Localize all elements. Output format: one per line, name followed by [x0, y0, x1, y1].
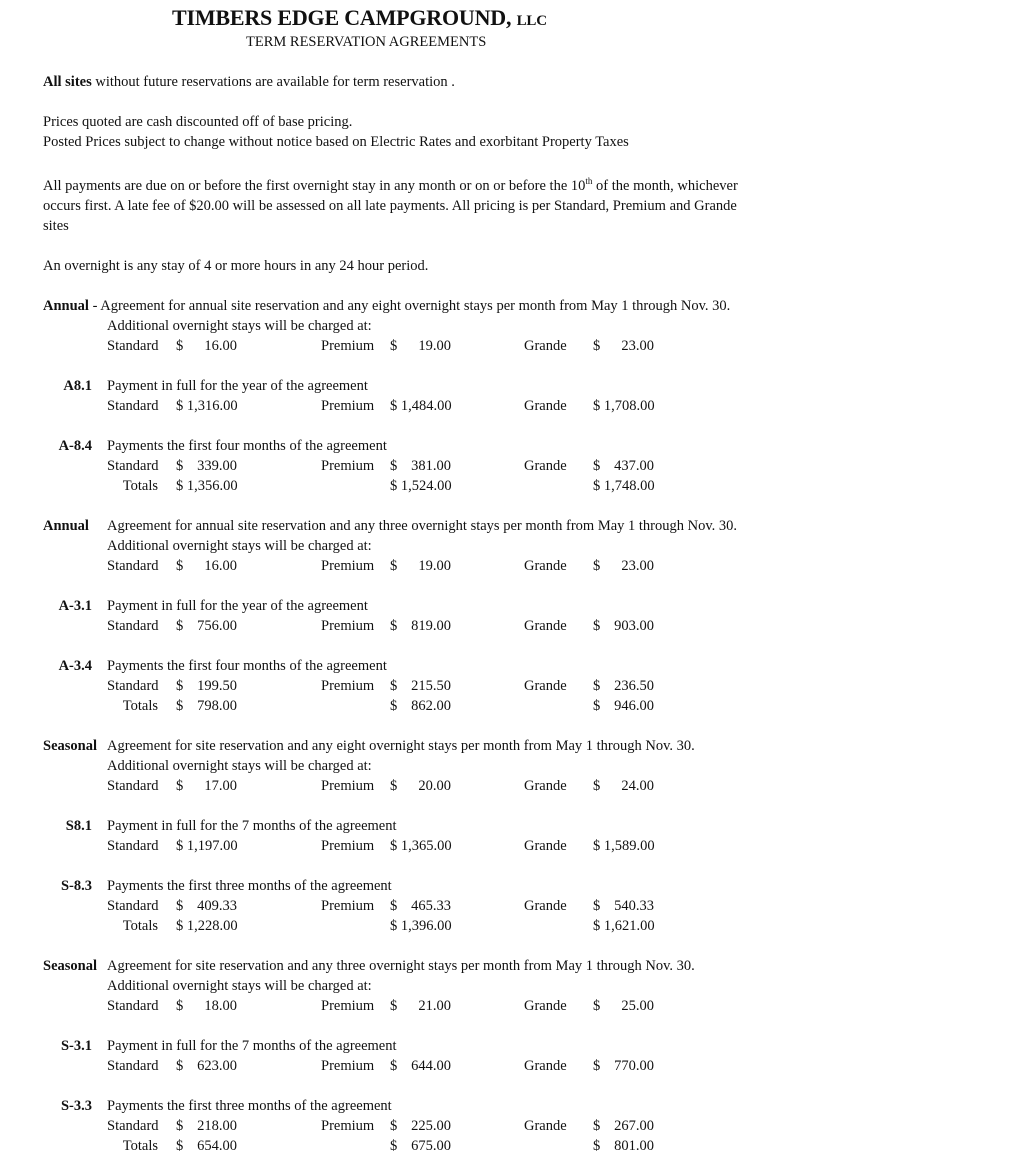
section-2-full-gr-price: 903.00: [614, 618, 654, 634]
section-3-installment-total-totals-label: Totals: [122, 918, 158, 934]
section-1-extra-stay-prem-price: 19.00: [418, 338, 451, 354]
section-3-description: Agreement for site reservation and any eight overnight stays per month from May 1 through Nov. 30.: [107, 738, 695, 754]
section-2-additional-stays-note: Additional overnight stays will be charged at:: [107, 538, 372, 554]
section-3-extra-stay-gr-dollar-sign: $: [593, 778, 601, 794]
payment-terms-line-2: occurs first. A late fee of $20.00 will be assessed on all late payments. All pricing is per Standard, Premium and Grande: [43, 198, 737, 214]
section-3-installment-prem-label: Premium: [321, 898, 375, 914]
section-4-extra-stay-prem-dollar-sign: $: [390, 998, 398, 1014]
section-3-extra-stay-gr-label: Grande: [524, 778, 567, 794]
section-4-full-prem-label: Premium: [321, 1058, 375, 1074]
overnight-definition: An overnight is any stay of 4 or more hours in any 24 hour period.: [43, 258, 429, 274]
section-3-full-gr-price: $ 1,589.00: [593, 838, 655, 854]
section-1-full-prem-price: $ 1,484.00: [390, 398, 452, 414]
section-4-extra-stay-std-dollar-sign: $: [176, 998, 184, 1014]
section-2-full-description: Payment in full for the year of the agreement: [107, 598, 368, 614]
company-suffix: LLC: [516, 13, 547, 29]
section-4-heading: Seasonal: [43, 958, 97, 974]
section-4-extra-stay-gr-price: 25.00: [621, 998, 654, 1014]
section-2-installment-total-std-dollar-sign: $: [176, 698, 184, 714]
section-2-extra-stay-gr-label: Grande: [524, 558, 567, 574]
section-1-extra-stay-prem-label: Premium: [321, 338, 375, 354]
section-2-installment-prem-dollar-sign: $: [390, 678, 398, 694]
company-name: TIMBERS EDGE CAMPGROUND,: [172, 5, 512, 30]
section-1-description: - Agreement for annual site reservation and any eight overnight stays per month from May 1 through Nov. 30.: [88, 298, 731, 314]
section-3-installment-std-label: Standard: [107, 898, 159, 914]
section-3-installment-prem-dollar-sign: $: [390, 898, 398, 914]
section-4-installment-total-prem-dollar-sign: $: [390, 1138, 398, 1154]
section-4-installment-total-std-dollar-sign: $: [176, 1138, 184, 1154]
section-4-full-std-dollar-sign: $: [176, 1058, 184, 1074]
section-1-full-std-price: $ 1,316.00: [176, 398, 238, 414]
section-1-extra-stay-gr-dollar-sign: $: [593, 338, 601, 354]
section-3-installment-gr-dollar-sign: $: [593, 898, 601, 914]
section-4-full-std-label: Standard: [107, 1058, 159, 1074]
section-1-additional-stays-note: Additional overnight stays will be charged at:: [107, 318, 372, 334]
section-2-full-gr-label: Grande: [524, 618, 567, 634]
section-3-heading: Seasonal: [43, 738, 97, 754]
section-2-installment-gr-dollar-sign: $: [593, 678, 601, 694]
section-3-installment-prem-price: 465.33: [411, 898, 451, 914]
section-2-description: Agreement for annual site reservation and any three overnight stays per month from May 1 through Nov. 30.: [107, 518, 738, 534]
section-2-installment-total-prem-dollar-sign: $: [390, 698, 398, 714]
section-4-extra-stay-std-price: 18.00: [204, 998, 237, 1014]
section-3-installment-description: Payments the first three months of the agreement: [107, 878, 392, 894]
section-3-additional-stays-note: Additional overnight stays will be charged at:: [107, 758, 372, 774]
section-1-installment-total-gr-price: $ 1,748.00: [593, 478, 655, 494]
section-3-installment-total-prem-price: $ 1,396.00: [390, 918, 452, 934]
section-3-extra-stay-std-price: 17.00: [204, 778, 237, 794]
section-4-installment-total-std-price: 654.00: [197, 1138, 237, 1154]
section-2-installment-description: Payments the first four months of the agreement: [107, 658, 387, 674]
section-4-installment-total-totals-label: Totals: [122, 1138, 158, 1154]
section-1-full-gr-label: Grande: [524, 398, 567, 414]
section-2-full-gr-dollar-sign: $: [593, 618, 601, 634]
section-3-heading-line: [43, 736, 97, 756]
section-1-extra-stay-std-price: 16.00: [204, 338, 237, 354]
section-1-installment-std-dollar-sign: $: [176, 458, 184, 474]
payment-terms-text-a: All payments are due on or before the first overnight stay in any month or on or before the 10: [43, 178, 586, 194]
section-2-installment-prem-price: 215.50: [411, 678, 451, 694]
section-2-extra-stay-prem-dollar-sign: $: [390, 558, 398, 574]
section-4-installment-total-gr-dollar-sign: $: [593, 1138, 601, 1154]
section-2-extra-stay-prem-price: 19.00: [418, 558, 451, 574]
payment-terms-sup: th: [585, 176, 593, 187]
section-1-installment-gr-dollar-sign: $: [593, 458, 601, 474]
section-2-installment-total-prem-price: 862.00: [411, 698, 451, 714]
section-2-installment-std-price: 199.50: [197, 678, 237, 694]
section-1-extra-stay-gr-label: Grande: [524, 338, 567, 354]
section-1-extra-stay-std-label: Standard: [107, 338, 159, 354]
section-1-installment-total-totals-label: Totals: [122, 478, 158, 494]
section-4-installment-std-label: Standard: [107, 1118, 159, 1134]
section-3-extra-stay-prem-price: 20.00: [418, 778, 451, 794]
section-4-installment-code: S-3.3: [60, 1098, 92, 1114]
section-1-installment-prem-dollar-sign: $: [390, 458, 398, 474]
section-2-installment-std-dollar-sign: $: [176, 678, 184, 694]
availability-note: [43, 72, 455, 92]
section-2-extra-stay-gr-dollar-sign: $: [593, 558, 601, 574]
section-2-heading-line: [43, 516, 89, 536]
section-1-installment-total-prem-price: $ 1,524.00: [390, 478, 452, 494]
section-4-installment-prem-price: 225.00: [411, 1118, 451, 1134]
section-2-installment-total-gr-price: 946.00: [614, 698, 654, 714]
section-4-additional-stays-note: Additional overnight stays will be charged at:: [107, 978, 372, 994]
section-1-installment-prem-price: 381.00: [411, 458, 451, 474]
section-4-full-gr-dollar-sign: $: [593, 1058, 601, 1074]
section-3-extra-stay-gr-price: 24.00: [621, 778, 654, 794]
section-1-installment-prem-label: Premium: [321, 458, 375, 474]
section-2-installment-std-label: Standard: [107, 678, 159, 694]
section-1-extra-stay-prem-dollar-sign: $: [390, 338, 398, 354]
section-2-extra-stay-prem-label: Premium: [321, 558, 375, 574]
section-2-installment-prem-label: Premium: [321, 678, 375, 694]
section-3-extra-stay-std-label: Standard: [107, 778, 159, 794]
section-4-full-prem-price: 644.00: [411, 1058, 451, 1074]
section-2-installment-gr-price: 236.50: [614, 678, 654, 694]
section-3-full-description: Payment in full for the 7 months of the agreement: [107, 818, 397, 834]
section-3-installment-std-price: 409.33: [197, 898, 237, 914]
section-1-installment-code: A-8.4: [58, 438, 92, 454]
section-4-installment-prem-dollar-sign: $: [390, 1118, 398, 1134]
section-4-installment-std-dollar-sign: $: [176, 1118, 184, 1134]
section-2-extra-stay-gr-price: 23.00: [621, 558, 654, 574]
section-2-installment-total-gr-dollar-sign: $: [593, 698, 601, 714]
payment-terms-line-1: [43, 176, 738, 196]
section-3-installment-gr-label: Grande: [524, 898, 567, 914]
section-1-extra-stay-gr-price: 23.00: [621, 338, 654, 354]
pricing-note-1: Prices quoted are cash discounted off of base pricing.: [43, 114, 353, 130]
section-2-full-std-price: 756.00: [197, 618, 237, 634]
section-2-installment-total-totals-label: Totals: [122, 698, 158, 714]
pricing-note-2: Posted Prices subject to change without notice based on Electric Rates and exorbitant Property Taxes: [43, 134, 629, 150]
section-4-full-gr-price: 770.00: [614, 1058, 654, 1074]
section-4-full-code: S-3.1: [60, 1038, 92, 1054]
section-4-extra-stay-prem-price: 21.00: [418, 998, 451, 1014]
section-3-installment-total-std-price: $ 1,228.00: [176, 918, 238, 934]
section-2-extra-stay-std-dollar-sign: $: [176, 558, 184, 574]
section-3-installment-std-dollar-sign: $: [176, 898, 184, 914]
section-3-full-code: S8.1: [65, 818, 92, 834]
section-3-full-prem-label: Premium: [321, 838, 375, 854]
section-2-full-std-dollar-sign: $: [176, 618, 184, 634]
section-1-installment-gr-label: Grande: [524, 458, 567, 474]
section-3-installment-gr-price: 540.33: [614, 898, 654, 914]
section-2-full-code: A-3.1: [58, 598, 92, 614]
section-2-extra-stay-std-price: 16.00: [204, 558, 237, 574]
section-4-full-std-price: 623.00: [197, 1058, 237, 1074]
section-1-installment-total-std-price: $ 1,356.00: [176, 478, 238, 494]
section-1-installment-description: Payments the first four months of the agreement: [107, 438, 387, 454]
section-1-full-description: Payment in full for the year of the agreement: [107, 378, 368, 394]
payment-terms-line-3: sites: [43, 218, 69, 234]
section-1-installment-std-price: 339.00: [197, 458, 237, 474]
section-2-full-std-label: Standard: [107, 618, 159, 634]
section-4-extra-stay-prem-label: Premium: [321, 998, 375, 1014]
section-4-heading-line: [43, 956, 97, 976]
section-1-heading: Annual: [43, 298, 89, 314]
section-3-full-gr-label: Grande: [524, 838, 567, 854]
section-4-installment-gr-price: 267.00: [614, 1118, 654, 1134]
section-1-heading-line: [43, 296, 730, 316]
section-4-installment-total-gr-price: 801.00: [614, 1138, 654, 1154]
section-4-full-description: Payment in full for the 7 months of the agreement: [107, 1038, 397, 1054]
payment-terms-text-b: of the month, whichever: [592, 178, 738, 194]
section-2-installment-gr-label: Grande: [524, 678, 567, 694]
section-2-extra-stay-std-label: Standard: [107, 558, 159, 574]
section-1-full-code: A8.1: [63, 378, 92, 394]
section-1-full-prem-label: Premium: [321, 398, 375, 414]
section-2-heading: Annual: [43, 518, 89, 534]
section-1-extra-stay-std-dollar-sign: $: [176, 338, 184, 354]
section-4-installment-description: Payments the first three months of the agreement: [107, 1098, 392, 1114]
section-3-extra-stay-prem-dollar-sign: $: [390, 778, 398, 794]
document-subtitle: TERM RESERVATION AGREEMENTS: [246, 34, 487, 50]
availability-bold: All sites: [43, 74, 92, 90]
section-3-extra-stay-prem-label: Premium: [321, 778, 375, 794]
section-1-full-gr-price: $ 1,708.00: [593, 398, 655, 414]
section-4-extra-stay-gr-dollar-sign: $: [593, 998, 601, 1014]
section-1-installment-std-label: Standard: [107, 458, 159, 474]
section-3-full-prem-price: $ 1,365.00: [390, 838, 452, 854]
section-4-extra-stay-std-label: Standard: [107, 998, 159, 1014]
section-3-installment-code: S-8.3: [60, 878, 92, 894]
section-1-installment-gr-price: 437.00: [614, 458, 654, 474]
section-4-extra-stay-gr-label: Grande: [524, 998, 567, 1014]
section-3-installment-total-gr-price: $ 1,621.00: [593, 918, 655, 934]
section-4-installment-std-price: 218.00: [197, 1118, 237, 1134]
section-3-full-std-label: Standard: [107, 838, 159, 854]
availability-rest: without future reservations are available for term reservation .: [91, 74, 455, 90]
section-1-full-std-label: Standard: [107, 398, 159, 414]
section-4-installment-prem-label: Premium: [321, 1118, 375, 1134]
company-title: [172, 4, 547, 35]
section-4-installment-gr-label: Grande: [524, 1118, 567, 1134]
section-2-full-prem-label: Premium: [321, 618, 375, 634]
section-2-full-prem-price: 819.00: [411, 618, 451, 634]
section-2-full-prem-dollar-sign: $: [390, 618, 398, 634]
section-3-extra-stay-std-dollar-sign: $: [176, 778, 184, 794]
section-2-installment-code: A-3.4: [58, 658, 92, 674]
section-2-installment-total-std-price: 798.00: [197, 698, 237, 714]
section-4-description: Agreement for site reservation and any three overnight stays per month from May 1 through Nov. 30.: [107, 958, 695, 974]
section-4-installment-gr-dollar-sign: $: [593, 1118, 601, 1134]
section-4-installment-total-prem-price: 675.00: [411, 1138, 451, 1154]
section-3-full-std-price: $ 1,197.00: [176, 838, 238, 854]
section-4-full-prem-dollar-sign: $: [390, 1058, 398, 1074]
section-4-full-gr-label: Grande: [524, 1058, 567, 1074]
